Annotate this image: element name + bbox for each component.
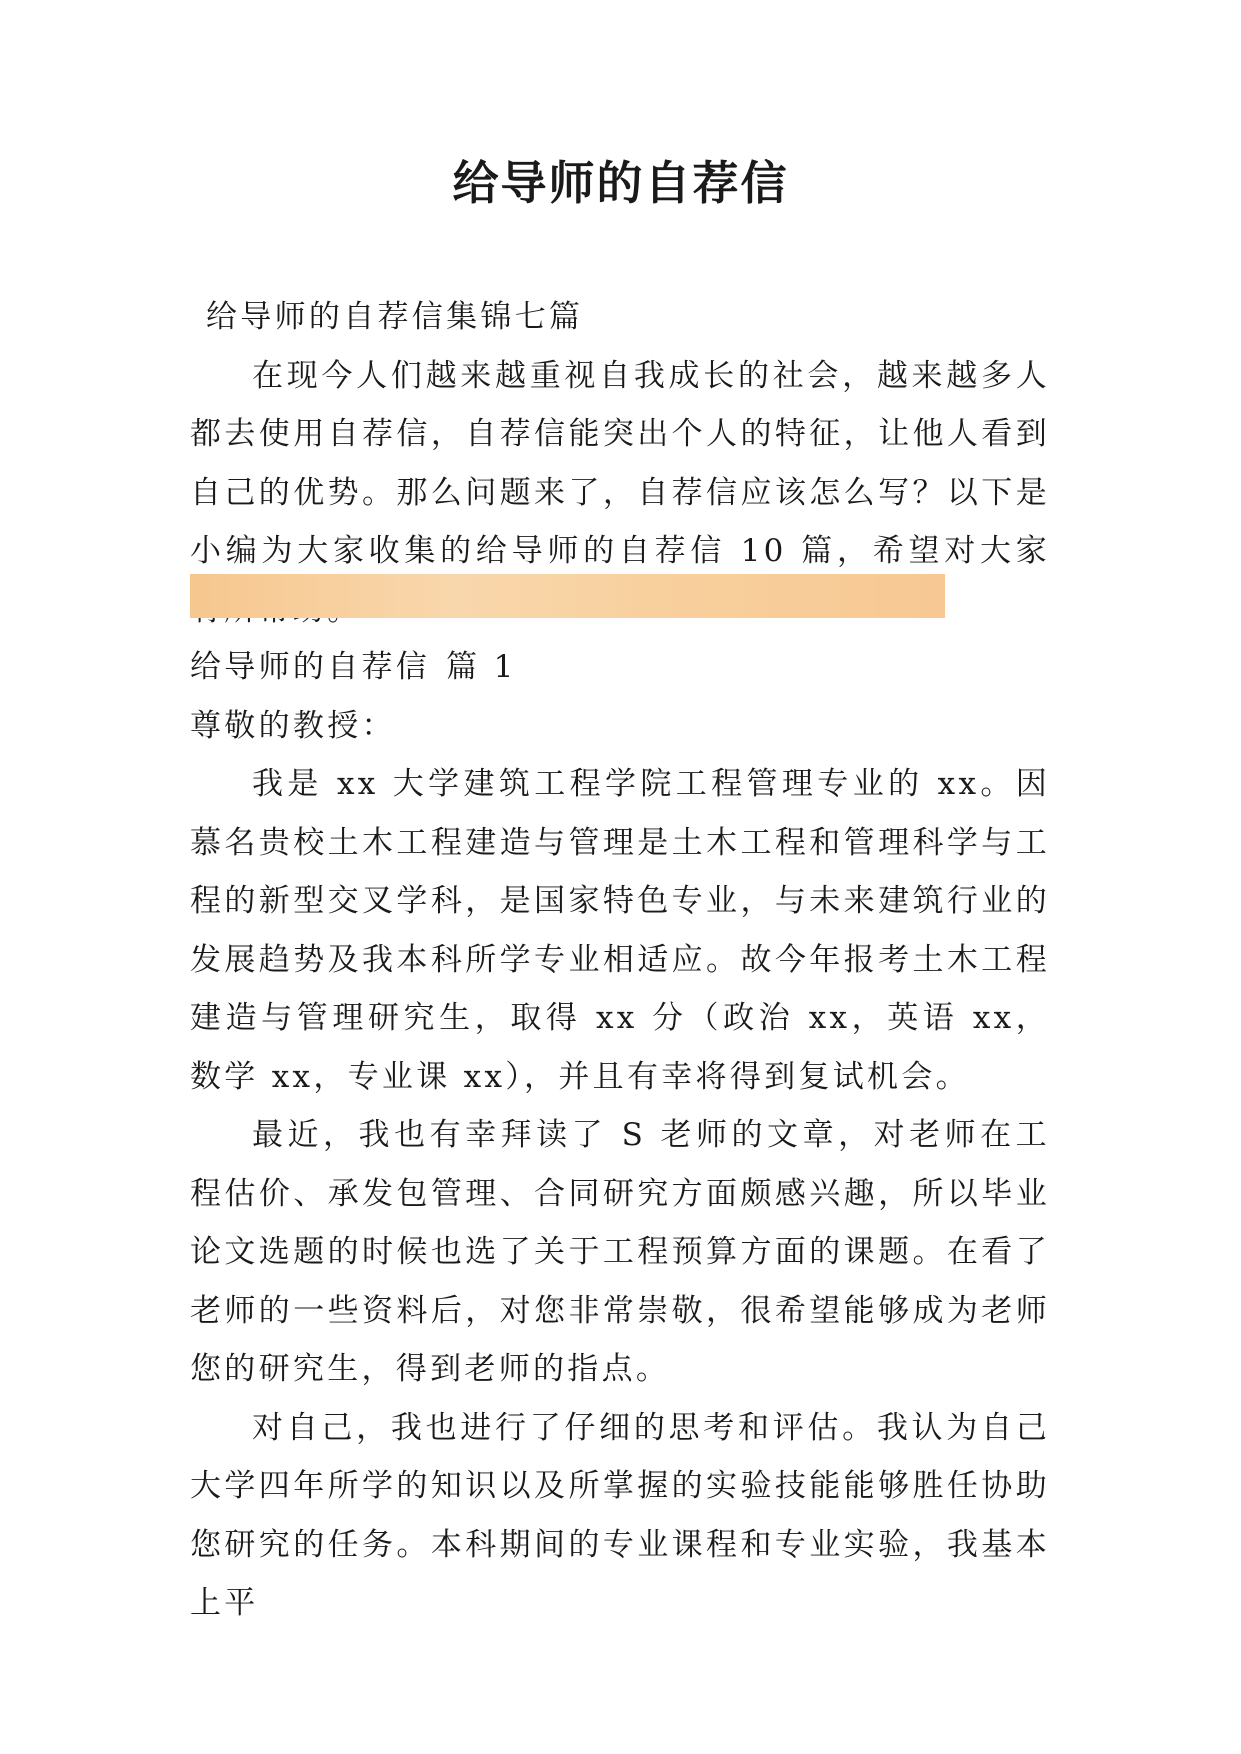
- intro-paragraph: 在现今人们越来越重视自我成长的社会，越来越多人都去使用自荐信，自荐信能突出个人的特征，让他人看到自己的优势。那么问题来了，自荐信应该怎么写？以下是小编为大家收集的给导师的自荐信 10 篇，希望对大家: [190, 357, 1050, 569]
- highlight-bar: [190, 574, 945, 618]
- letter-paragraph: 对自己，我也进行了仔细的思考和评估。我认为自己大学四年所学的知识以及所掌握的实验技能能够胜任协助您研究的任务。本科期间的专业课程和专业实验，我基本上平: [190, 1409, 1050, 1621]
- section-heading-number: 篇 1: [446, 649, 517, 685]
- letter-section-1: [190, 638, 1050, 1633]
- page-title: 给导师的自荐信: [452, 156, 789, 210]
- document-subtitle: 给导师的自荐信集锦七篇: [206, 299, 584, 335]
- salutation: 尊敬的教授：: [190, 707, 396, 744]
- letter-paragraph: 最近，我也有幸拜读了 S 老师的文章，对老师在工程估价、承发包管理、合同研究方面颇感兴趣，所以毕业论文选题的时候也选了关于工程预算方面的课题。在看了老师的一些资料后，对您非常崇敬，很希望能够成为老师您的研究生，得到老师的指点。: [190, 1117, 1050, 1387]
- section-heading-title: 给导师的自荐信: [190, 649, 431, 685]
- section-heading: [190, 638, 1050, 697]
- letter-paragraph: 我是 xx 大学建筑工程学院工程管理专业的 xx。因慕名贵校土木工程建造与管理是土木工程和管理科学与工程的新型交叉学科，是国家特色专业，与未来建筑行业的发展趋势及我本科所学专业相适应。故今年报考土木工程建造与管理研究生，取得 xx 分（政治 xx，英语 xx，数学 xx，专业课 xx），并且有幸将得到复试机会。: [190, 766, 1050, 1095]
